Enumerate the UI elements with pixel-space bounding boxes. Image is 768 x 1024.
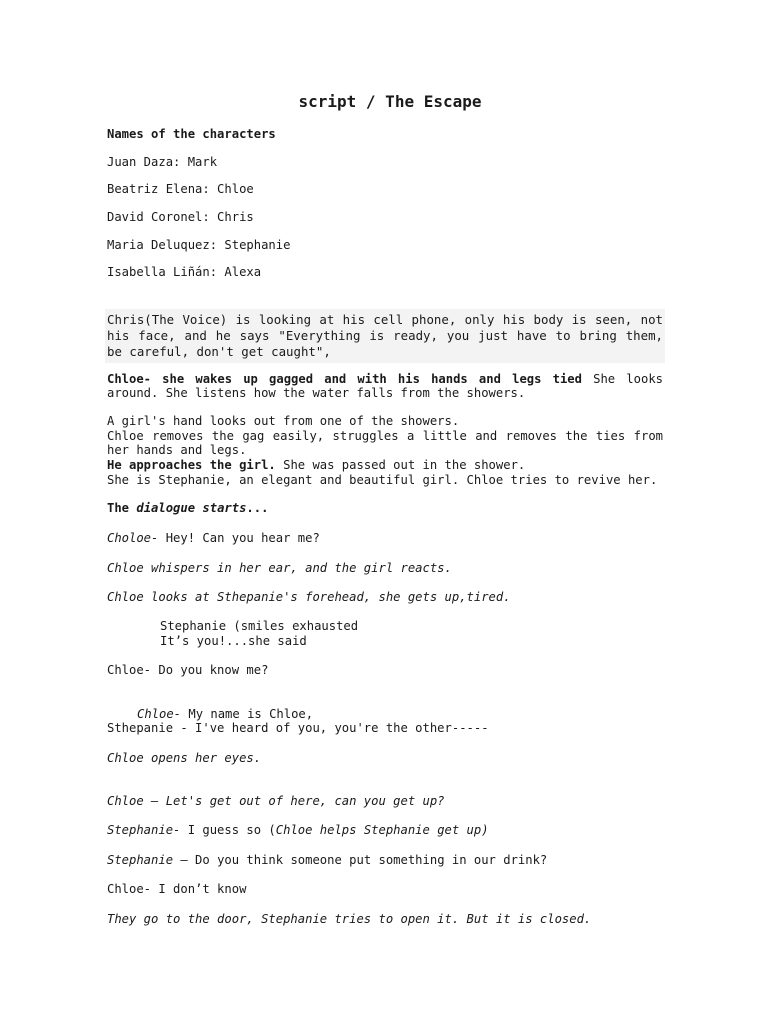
wake-rest-text: She looks around. She listens how the water falls from the showers. <box>107 372 663 400</box>
dialogue-text: Hey! Can you hear me? <box>158 531 320 545</box>
voice-paragraph: Chris(The Voice) is looking at his cell phone, only his body is seen, not his face, and he says "Everything is ready, you just have to bring them, be careful, don't get caught", <box>107 312 663 359</box>
wake-bold-text: Chloe- she wakes up gagged and with his hands and legs tied <box>107 372 582 386</box>
stage-direction: Chloe opens her eyes. <box>107 751 262 765</box>
approach-bold-text: He approaches the girl. <box>107 458 276 472</box>
dialogue-heading-part: The <box>107 501 137 515</box>
dialogue-text: – Do you think someone put something in our drink? <box>173 853 548 867</box>
dialogue-line: Sthepanie - I've heard of you, you're the other----- <box>107 721 489 735</box>
speaker-name: Stephanie <box>107 853 174 867</box>
dialogue-heading-part: ... <box>246 501 269 515</box>
speaker-name: Chloe- <box>137 707 182 721</box>
character-line: Beatriz Elena: Chloe <box>107 182 254 196</box>
dialogue-heading-part: dialogue starts <box>136 501 247 515</box>
dialogue-text: I guess so ( <box>180 823 276 837</box>
stephanie-description: She is Stephanie, an elegant and beautiful girl. Chloe tries to revive her. <box>107 473 658 487</box>
dialogue-line <box>107 823 489 837</box>
dialogue-text: My name is Chloe, <box>181 707 314 721</box>
speaker-name: Choloe- <box>107 531 159 545</box>
approach-line <box>107 458 525 472</box>
dialogue-line: Chloe- I don’t know <box>107 882 247 896</box>
character-line: Juan Daza: Mark <box>107 155 218 169</box>
approach-rest-text: She was passed out in the shower. <box>275 458 526 472</box>
stage-direction: Chloe looks at Sthepanie's forehead, she gets up,tired. <box>107 590 511 604</box>
dialogue-line <box>107 853 547 867</box>
dialogue-line <box>107 531 320 545</box>
hand-line: A girl's hand looks out from one of the showers. <box>107 414 460 428</box>
character-line: David Coronel: Chris <box>107 210 254 224</box>
stage-direction: They go to the door, Stephanie tries to open it. But it is closed. <box>107 912 592 926</box>
gag-paragraph: Chloe removes the gag easily, struggles a little and removes the ties from her hands and legs. <box>107 429 663 457</box>
speaker-name: Stephanie- <box>107 823 181 837</box>
characters-heading: Names of the characters <box>107 127 276 141</box>
stage-direction: Chloe whispers in her ear, and the girl reacts. <box>107 561 452 575</box>
character-line: Maria Deluquez: Stephanie <box>107 238 291 252</box>
dialogue-line: It’s you!...she said <box>160 634 307 648</box>
dialogue-heading <box>107 501 268 515</box>
dialogue-line: Chloe – Let's get out of here, can you get up? <box>107 794 445 808</box>
wake-paragraph <box>107 372 663 400</box>
dialogue-line: Chloe- Do you know me? <box>107 663 269 677</box>
page-title: script / The Escape <box>298 92 482 111</box>
dialogue-line: Stephanie (smiles exhausted <box>160 619 359 633</box>
character-line: Isabella Liñán: Alexa <box>107 265 262 279</box>
dialogue-line <box>137 707 313 721</box>
stage-direction: Chloe helps Stephanie get up) <box>275 823 489 837</box>
